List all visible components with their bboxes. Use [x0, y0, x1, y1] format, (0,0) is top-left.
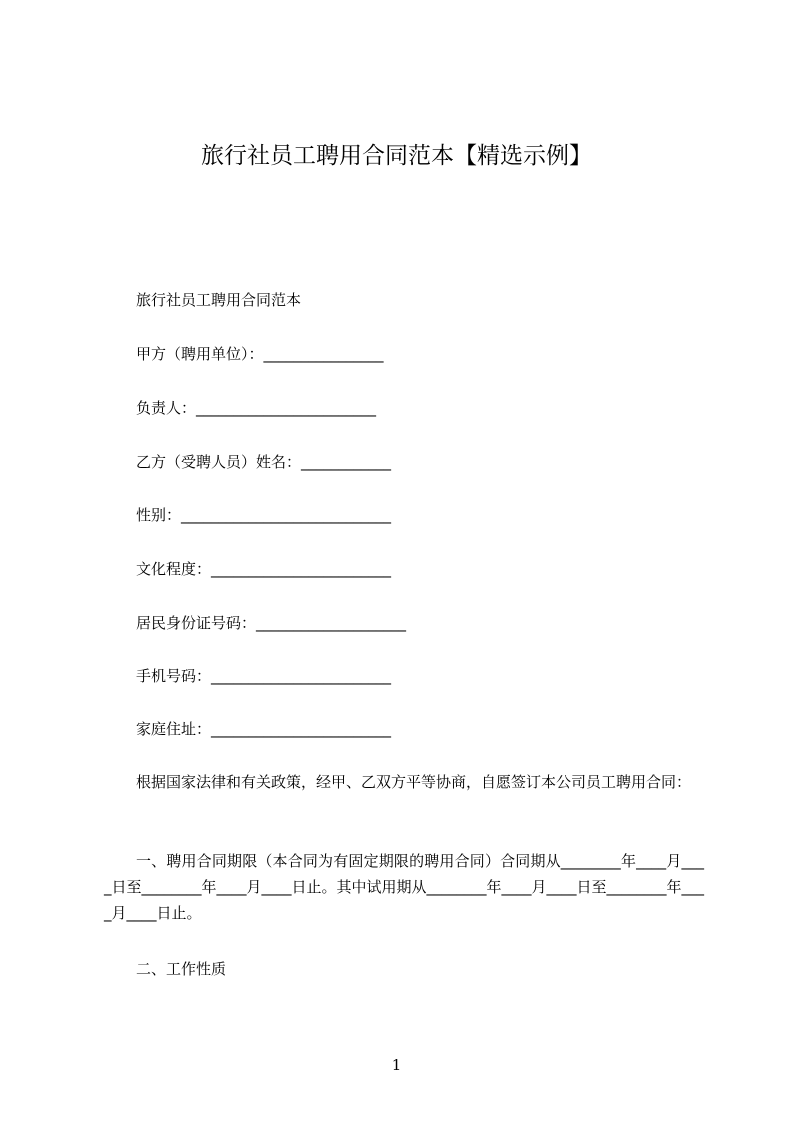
- field-id-number: 居民身份证号码：____________________: [136, 614, 407, 632]
- field-party-a: 甲方（聘用单位）：________________: [136, 345, 384, 363]
- field-address: 家庭住址：________________________: [136, 720, 392, 738]
- field-education: 文化程度：________________________: [136, 560, 392, 578]
- clause-2-heading: 二、工作性质: [136, 960, 227, 978]
- field-responsible-person: 负责人：________________________: [136, 399, 377, 417]
- contract-subtitle: 旅行社员工聘用合同范本: [136, 291, 302, 309]
- intro-paragraph: 根据国家法律和有关政策，经甲、乙双方平等协商，自愿签订本公司员工聘用合同：: [136, 773, 692, 791]
- field-phone: 手机号码：________________________: [136, 667, 392, 685]
- field-party-b-name: 乙方（受聘人员）姓名：____________: [136, 453, 392, 471]
- document-title: 旅行社员工聘用合同范本【精选示例】: [201, 143, 592, 169]
- clause-1-paragraph: 一、聘用合同期限（本合同为有固定期限的聘用合同）合同期从________年____月____日至________年____月____日止。其中试用期从________年____月____日至________年____月____日止。: [104, 852, 705, 922]
- field-gender: 性别：____________________________: [136, 506, 392, 524]
- page-number: 1: [391, 1056, 402, 1074]
